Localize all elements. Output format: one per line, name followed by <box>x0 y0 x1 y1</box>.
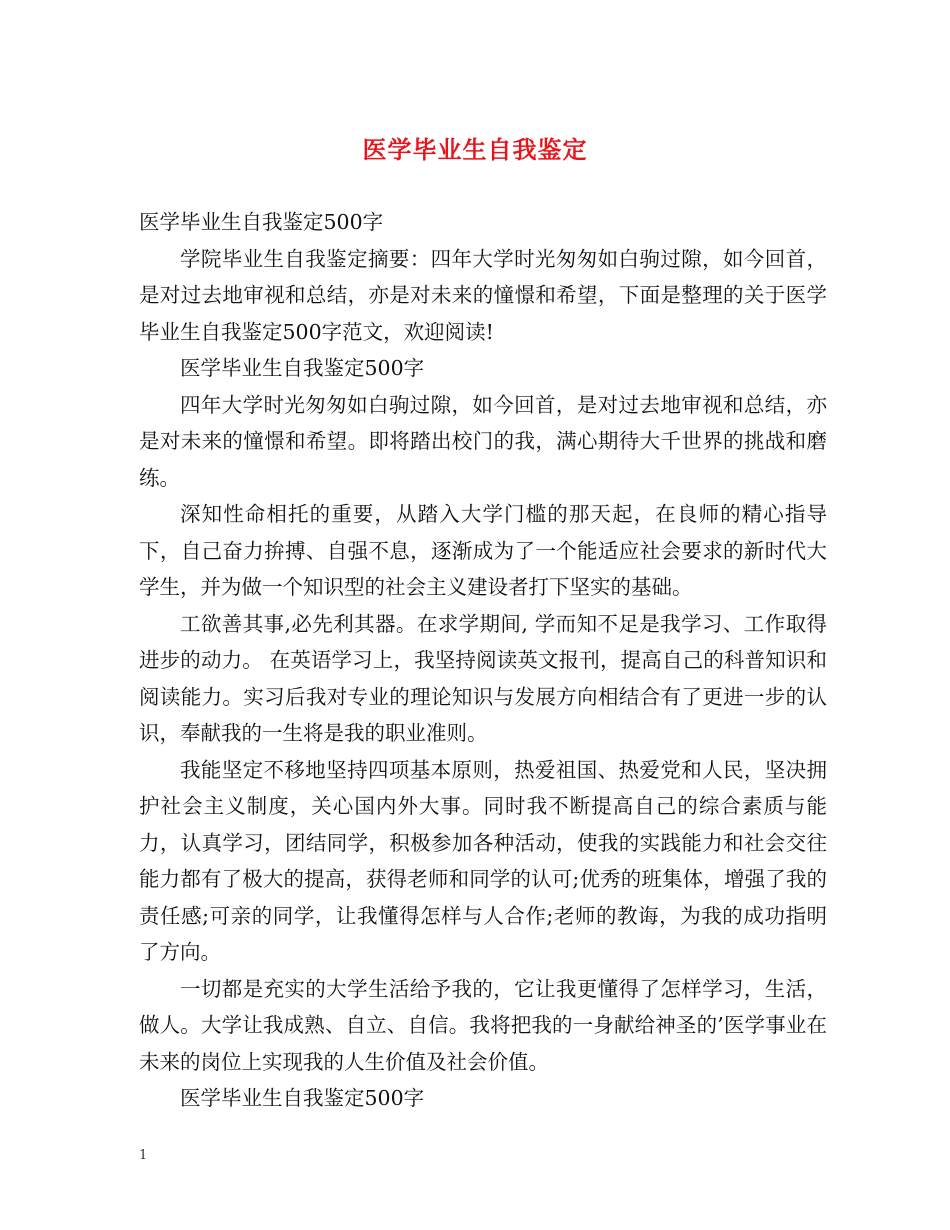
paragraph-subheading: 医学毕业生自我鉴定500字 <box>180 356 425 380</box>
paragraph-study: 深知性命相托的重要，从踏入大学门槛的那天起，在良师的精心指导下，自己奋力拚搏、自强不息，逐渐成为了一个能适应社会要求的新时代大学生，并为做一个知识型的社会主义建设者打下坚实的基础。 <box>139 502 827 599</box>
paragraph-intro: 四年大学时光匆匆如白驹过隙，如今回首，是对过去地审视和总结，亦是对未来的憧憬和希望。即将踏出校门的我，满心期待大千世界的挑战和磨练。 <box>139 392 827 490</box>
paragraph-summary: 学院毕业生自我鉴定摘要：四年大学时光匆匆如白驹过隙，如今回首，是对过去地审视和总结，亦是对未来的憧憬和希望，下面是整理的关于医学毕业生自我鉴定500字范文，欢迎阅读! <box>139 246 827 344</box>
paragraph-subheading-2: 医学毕业生自我鉴定500字 <box>180 1086 425 1110</box>
paragraph-character: 我能坚定不移地坚持四项基本原则，热爱祖国、热爱党和人民，坚决拥护社会主义制度，关心国内外大事。同时我不断提高自己的综合素质与能力，认真学习，团结同学，积极参加各种活动，使我的实践能力和社会交往能力都有了极大的提高，获得老师和同学的认可;优秀的班集体，增强了我的责任感;可亲的同学，让我懂得怎样与人合作;老师的教诲，为我的成功指明了方向。 <box>139 757 827 964</box>
document-body <box>139 204 827 1117</box>
document-title: 医学毕业生自我鉴定 <box>362 136 588 164</box>
paragraph-conclusion: 一切都是充实的大学生活给予我的，它让我更懂得了怎样学习，生活，做人。大学让我成熟、自立、自信。我将把我的一身献给神圣的’医学事业在未来的岗位上实现我的人生价值及社会价值。 <box>139 976 827 1074</box>
page-number: 1 <box>139 1148 148 1163</box>
paragraph-heading: 医学毕业生自我鉴定500字 <box>139 210 384 234</box>
paragraph-learning: 工欲善其事,必先利其器。在求学期间, 学而知不足是我学习、工作取得进步的动力。 在英语学习上，我坚持阅读英文报刊，提高自己的科普知识和阅读能力。实习后我对专业的理论知识与发展方向相结合有了更进一步的认识，奉献我的一生将是我的职业准则。 <box>139 611 827 745</box>
